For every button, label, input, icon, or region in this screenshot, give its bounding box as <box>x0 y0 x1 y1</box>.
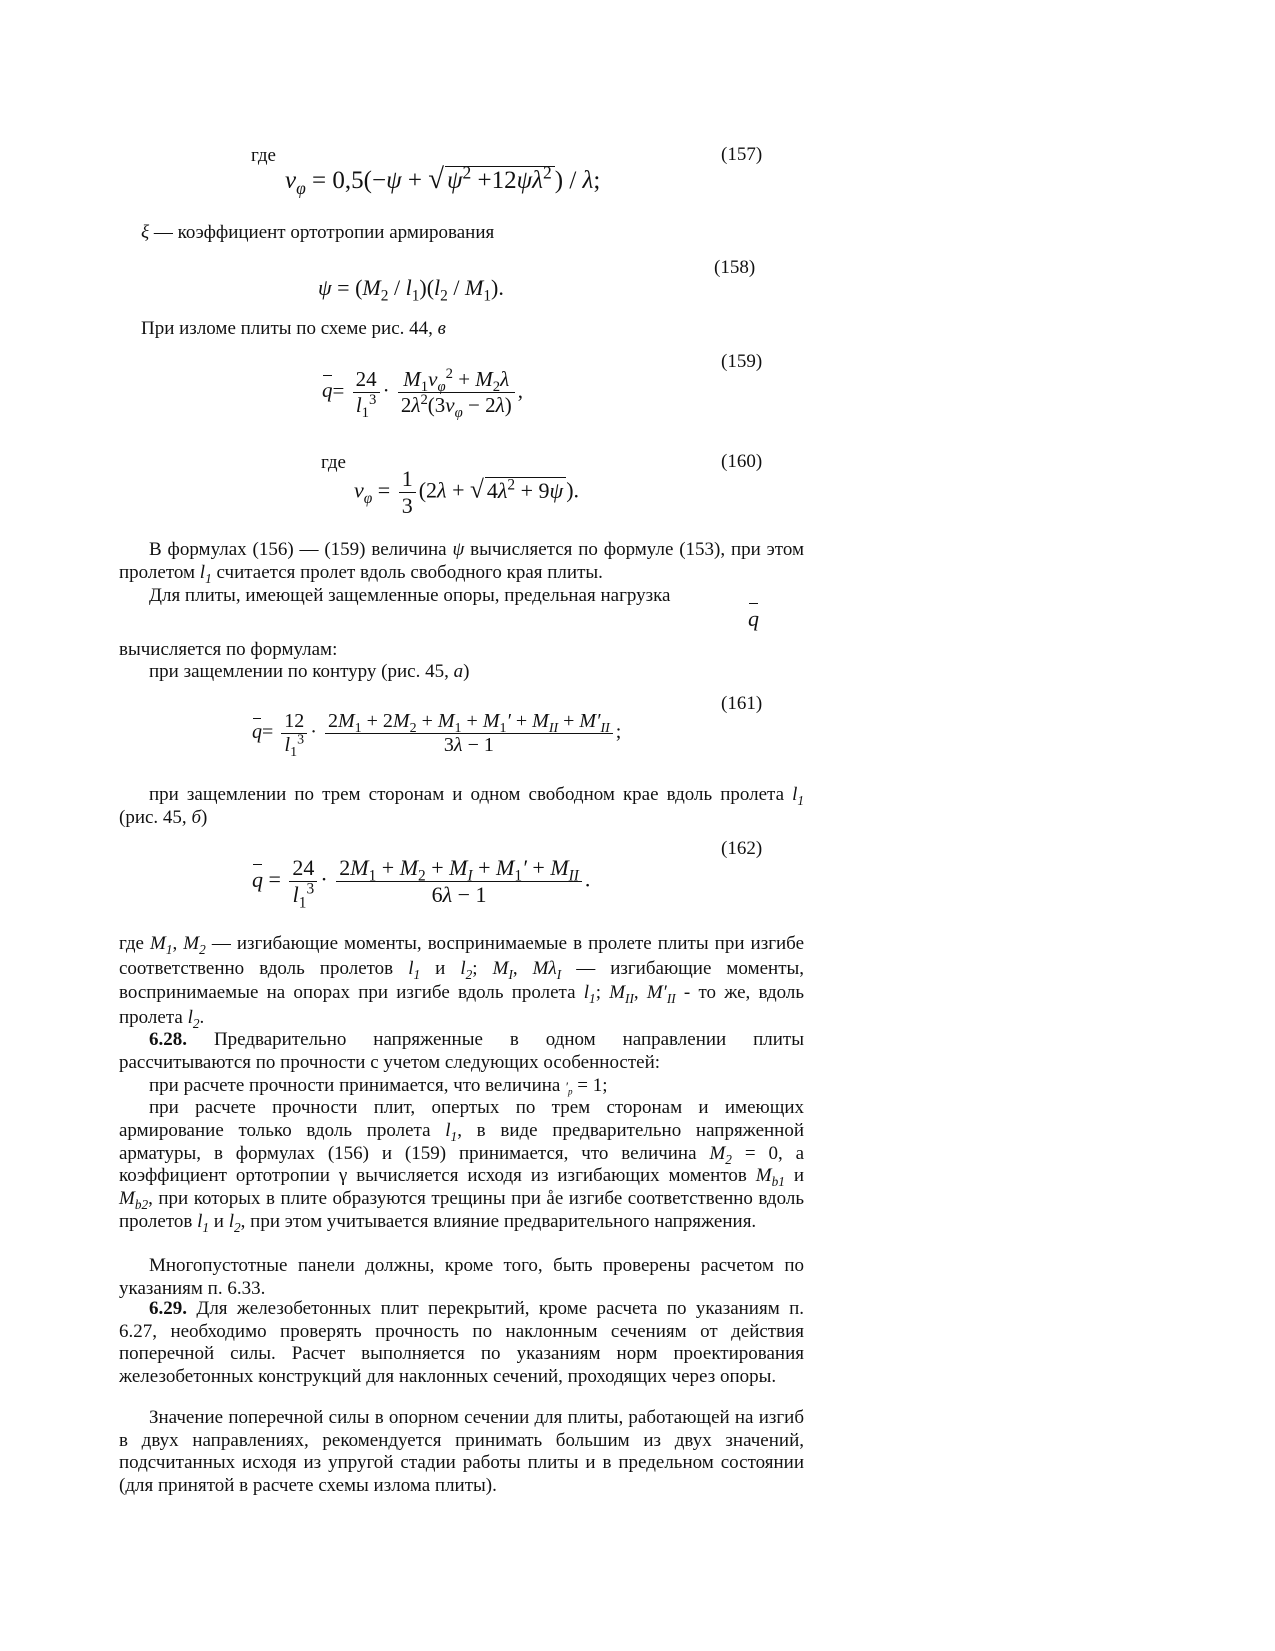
equation-number-162: (162) <box>721 838 763 859</box>
word-gde: где <box>251 145 276 166</box>
equation-number-157: (157) <box>721 144 763 165</box>
formula-159: q= $\frac{24}{l_1^3}$ · $\frac{M_1\nu_\varphi^2 + M_2\lambda}{2\lambda^2(3\nu_\varphi - 2\lambda)}$ , <box>322 366 523 422</box>
paragraph-raschete-2: при расчете прочности плит, опертых по трем сторонам и имеющих армирование только вдоль пролета $l_1$, в виде предварительно напряженной арматуры, в формулах (156) и (159) принимается, что величина $M_2 = 0$, а коэффициент ортотропии γ вычисляется исходя из изгибающих моментов $M_{b1}$ и $M_{b2}$, при которых в плите образуются трещины при åe изгибе соответственно вдоль пролетов $l_1$ и $l_2$, при этом учитывается влияние предварительного напряжения. <box>119 1097 805 1235</box>
paragraph-raschete-1: при расчете прочности принимается, что величина $'_p = 1$; <box>149 1075 608 1097</box>
section-6-29: 6.29. Для железобетонных плит перекрытий, кроме расчета по указаниям п. 6.27, необходимо проверять прочность по наклонным сечениям от действия поперечной силы. Расчет выполняется по указаниям норм проектирования железобетонных конструкций для наклонных сечений, проходящих через опоры. <box>119 1298 804 1387</box>
equation-number-160: (160) <box>721 451 763 472</box>
word-gde-2: где <box>321 452 346 473</box>
formula-160: $\nu_\varphi$ = $\frac{1}{3}$ (2λ + √ $4\lambda^2 + 9\psi$ ). <box>354 466 580 518</box>
formula-162: q = $\frac{24}{l_1^3}$ · $\frac{2M_1 + M_2 + M_I + M_1' + M_{II}}{6\lambda - 1}$ . <box>252 855 591 912</box>
paragraph-znachenie: Значение поперечной силы в опорном сечении для плиты, работающей на изгиб в двух направлениях, рекомендуется принимать большим из двух значений, подсчитанных исходя из упругой стадии работы плиты и в предельном состоянии (для принятой в расчете схемы излома плиты). <box>119 1407 804 1496</box>
formula-157: $\nu_\varphi = 0,5(-\psi$ + √ $\psi^2 +12\psi\lambda^2$ ) / λ; <box>285 162 601 198</box>
kontur-text: при защемлении по контуру (рис. 45, а) <box>149 661 470 682</box>
formula-158: $\psi = (M_2 / l_1)(l_2 / M_1)$. <box>318 275 504 305</box>
paragraph-gde-M: где $M_1$, $M_2$ — изгибающие моменты, воспринимаемые в пролете плиты при изгибе соответственно вдоль пролетов $l_1$ и $l_2$; $M_I$, $M\lambda_I$ — изгибающие моменты, воспринимаемые на опорах при изгибе вдоль пролета $l_1$; $M_{II}$, $M'_{II}$ - то же, вдоль пролета $l_2$. <box>119 933 805 1031</box>
izlom-text: При изломе плиты по схеме рис. 44, в <box>141 318 446 339</box>
paragraph-formulas: В формулах (156) — (159) величина ψ вычисляется по формуле (153), при этом пролетом $l_1$ считается пролет вдоль свободного края плиты. <box>119 539 805 586</box>
equation-number-159: (159) <box>721 351 763 372</box>
equation-number-161: (161) <box>721 693 763 714</box>
paragraph-tri: при защемлении по трем сторонам и одном свободном крае вдоль пролета $l_1$ (рис. 45, б) <box>119 784 804 828</box>
formula-161: q= $\frac{12}{l_1^3}$ · $\frac{2M_1 + 2M_2 + M_1 + M_1' + M_{II} + M'_{II}}{3\lambda - 1}$ ; <box>252 710 622 760</box>
section-6-28: 6.28. Предварительно напряженные в одном направлении плиты рассчитываются по прочности с учетом следующих особенностей: <box>119 1029 805 1073</box>
paragraph-zashch: Для плиты, имеющей защемленные опоры, предельная нагрузка <box>149 585 671 606</box>
xi-definition: ξ — коэффициент ортотропии армирования <box>141 222 495 243</box>
equation-number-158: (158) <box>714 257 756 278</box>
paragraph-mnogopust: Многопустотные панели должны, кроме того, быть проверены расчетом по указаниям п. 6.33. <box>119 1255 804 1299</box>
vychisl-text: вычисляется по формулам: <box>119 639 338 660</box>
qbar-symbol: q <box>748 606 759 631</box>
